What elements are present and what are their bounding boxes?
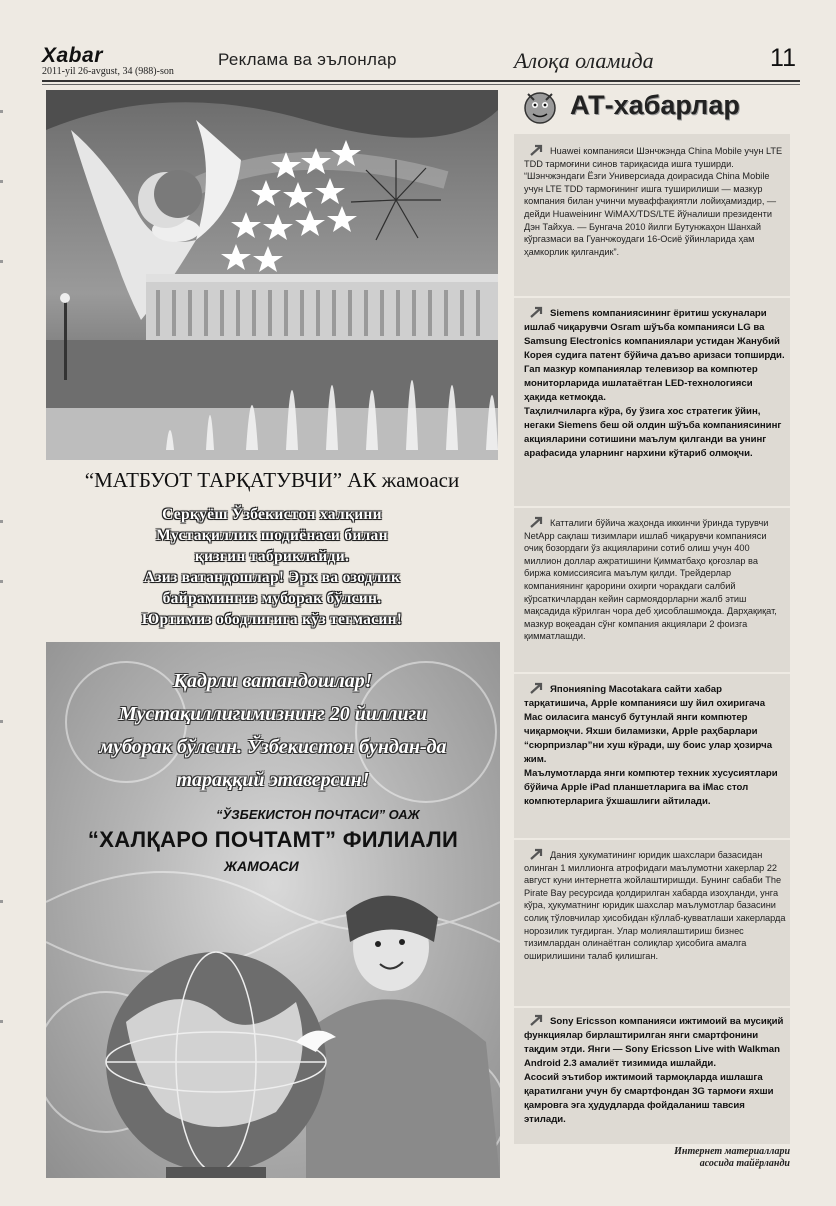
binder-hole <box>0 180 3 183</box>
ad2-parent-company: “ЎЗБЕКИСТОН ПОЧТАСИ” ОАЖ <box>216 807 420 822</box>
arrow-icon <box>530 144 544 156</box>
news-item <box>524 144 786 258</box>
news-column <box>514 134 790 1144</box>
arrow-icon <box>530 1014 544 1026</box>
news-separator <box>514 296 790 298</box>
ad2-greeting-line: муборак бўлсин. Ўзбекистон бундан-да <box>99 736 447 758</box>
news-separator <box>514 838 790 840</box>
ad2-greeting-line: тараққий этаверсин! <box>176 769 370 791</box>
news-item-text: Siemens компаниясининг ёритиш ускуналари ишлаб чиқарувчи Osram шўъба компанияси LG ва Samsung Electronics компаниялари устидан Жанубий Корея судига патент бўйича даъво аризаси топширди. Гап мазкур компаниялар телевизор ва компютер мониторларида ишлатаётган LED-технологияси ҳақида кетмоқда. Таҳлилчиларга кўра, бу ўзига хос стратегик ўйин, негаки Siemens беш ой олдин шўъба компаниясининг акцияларини сотишини маълум қилганди ва унинг арафасида уларнинг нархини кўтариб олмоқчи. <box>524 308 785 459</box>
arrow-icon <box>530 306 544 318</box>
greeting-ad-pochtamt <box>46 642 500 1178</box>
independence-photo <box>46 90 498 460</box>
ad1-message-line: байрамингиз муборак бўлсин. <box>162 590 382 607</box>
page-number: 11 <box>770 44 796 72</box>
arrow-icon <box>530 682 544 694</box>
greeting-ad-matbuot <box>46 90 498 638</box>
news-credit-line: асосида тайёрланди <box>699 1158 790 1169</box>
binder-hole <box>0 260 3 263</box>
news-separator <box>514 506 790 508</box>
ad2-greeting-line: Қадрли ватандошлар! <box>173 670 373 692</box>
independence-illustration <box>46 90 498 460</box>
news-item <box>524 848 786 962</box>
ad2-greeting-line: Мустақиллигимизнинг 20 йиллиги <box>118 703 428 725</box>
news-item <box>524 306 786 461</box>
binder-hole <box>0 1020 3 1023</box>
news-item <box>524 516 786 643</box>
news-credit-line: Интернет материаллари <box>674 1146 790 1157</box>
ad2-branch-name: “ХАЛҚАРО ПОЧТАМТ” ФИЛИАЛИ <box>87 827 459 852</box>
ad1-message-line: Азиз ватандошлар! Эрк ва озодлик <box>143 569 401 586</box>
news-item-text: Катталиги бўйича жаҳонда иккинчи ўринда турувчи NetApp сақлаш тизимлари ишлаб чиқарувчи компанияси очиқ бозордаги ўз акцияларини сотиб олиш учун 400 миллион доллар ажратишини Қимматбаҳо қоғозлар ва биржа комиссиясига маълум қилди. Трейдерлар компаниянинг қарорини охирги чоракдаги салбий кўрсаткичлардан кейин сармоядорларни жалб этиш мақсадида кўрилган чора деб ҳисоблашмоқда. Дарҳақиқат, мазкур воқеадан сўнг компания акциялари 2 фоизга қимматлашди. <box>524 518 777 642</box>
newspaper-logo: Xabar <box>42 44 103 67</box>
ad1-message <box>46 504 498 630</box>
binder-hole <box>0 110 3 113</box>
binder-hole <box>0 900 3 903</box>
news-item-text: Sony Ericsson компанияси ижтимоий ва мусиқий функциялар бирлаштирилган янги смартфонини тақдим этди. Янги — Sony Ericsson Live with Walkman Android 2.3 амалиёт тизимида ишлайди. Асосий эътибор ижтимоий тармоқларда ишлашга қаратилгани учун бу смартфондан 3G тармоғи яхши қамровга эга ҳудудларда фойдаланиш тавсия этилади. <box>524 1016 784 1125</box>
mascot-icon <box>518 88 564 128</box>
section-name: Реклама ва эълонлар <box>218 50 397 69</box>
masthead-rule-thin <box>42 84 800 85</box>
news-item <box>524 682 786 809</box>
ad1-message-line: қизғин табриклайди. <box>194 548 350 565</box>
rubric-title: Алоқа оламида <box>514 48 654 73</box>
news-credit <box>640 1146 790 1170</box>
news-item-text: Дания ҳукуматининг юридик шахслари базасидан олинган 1 миллионга атрофидаги маълумотни хакерлар 22 август куни интернетга жойлаштиришди. Бунинг сабаби The Pirate Bay ресурсида қолдирилган хабарда изоҳланди, унга кўра, ҳукуматнинг юридик шахслар маълумотлар базасини солиқ тўловчилар ҳисобидан кўллаб-қувватлаши хакерларда норозилик туғдирган. Улар молиялаштириш бизнес тизимлардан олинаётган солиқлар ҳисобига амалга оширилишини талаб қилишган. <box>524 850 786 961</box>
binder-hole <box>0 520 3 523</box>
ad1-message-line: Серқуёш Ўзбекистон халқини <box>162 506 382 523</box>
news-item <box>524 1014 786 1127</box>
arrow-icon <box>530 516 544 528</box>
ad2-team: ЖАМОАСИ <box>224 858 299 874</box>
globe-icon <box>106 952 326 1178</box>
news-section-title: АТ-хабарлар <box>570 90 740 120</box>
news-header <box>516 88 796 130</box>
news-separator <box>514 1006 790 1008</box>
arrow-icon <box>530 848 544 860</box>
masthead <box>42 40 800 82</box>
ad1-organization: “МАТБУОТ ТАРҚАТУВЧИ” АК жамоаси <box>84 468 460 492</box>
ad1-message-line: Юртимиз ободлигига кўз тегмасин! <box>141 611 403 628</box>
binder-hole <box>0 580 3 583</box>
masthead-rule <box>42 80 800 82</box>
news-separator <box>514 672 790 674</box>
news-item-text: Японияning Macotakara сайти хабар тарқатишича, Apple компанияси шу йил охиригача Mac оиласига мансуб бутунлай янги компютер чиқармоқчи. Яхши биламизки, Apple раҳбарлари “сюрпризлар”ни хуш кўради, шу боис улар ҳозирча жим. Маълумотларда янги компютер техник хусусиятлари бўйича Apple iPad планшетларига ва iMac стол компютерларига ўхшашлиги айтилади. <box>524 684 778 807</box>
issue-date: 2011-yil 26-avgust, 34 (988)-son <box>42 66 174 77</box>
ad1-message-line: Мустақиллик шодиёнаси билан <box>156 527 388 544</box>
binder-hole <box>0 720 3 723</box>
news-item-text: Huawei компанияси Шэнчжэнда China Mobile учун LTE TDD тармоғини синов тариқасида ишга туширди. “Шэнчжэндаги Ёзги Универсиада доирасида China Mobile учун LTE TDD тармоғининг ишга туширилиши — мазкур компания билан учинчи муваффақиятли лойиҳамиздир, — дейди Huaweiнинг WiMAX/TDS/LTE йўналиши президенти Дэн Тайхуа. — Бунгача 2010 йилги Бутунжаҳон Шанхай кўргазмаси ва Гуанчжоудаги 16-Осиё ўйинларида ҳам ҳамкорлик қилгандик”. <box>524 146 783 257</box>
